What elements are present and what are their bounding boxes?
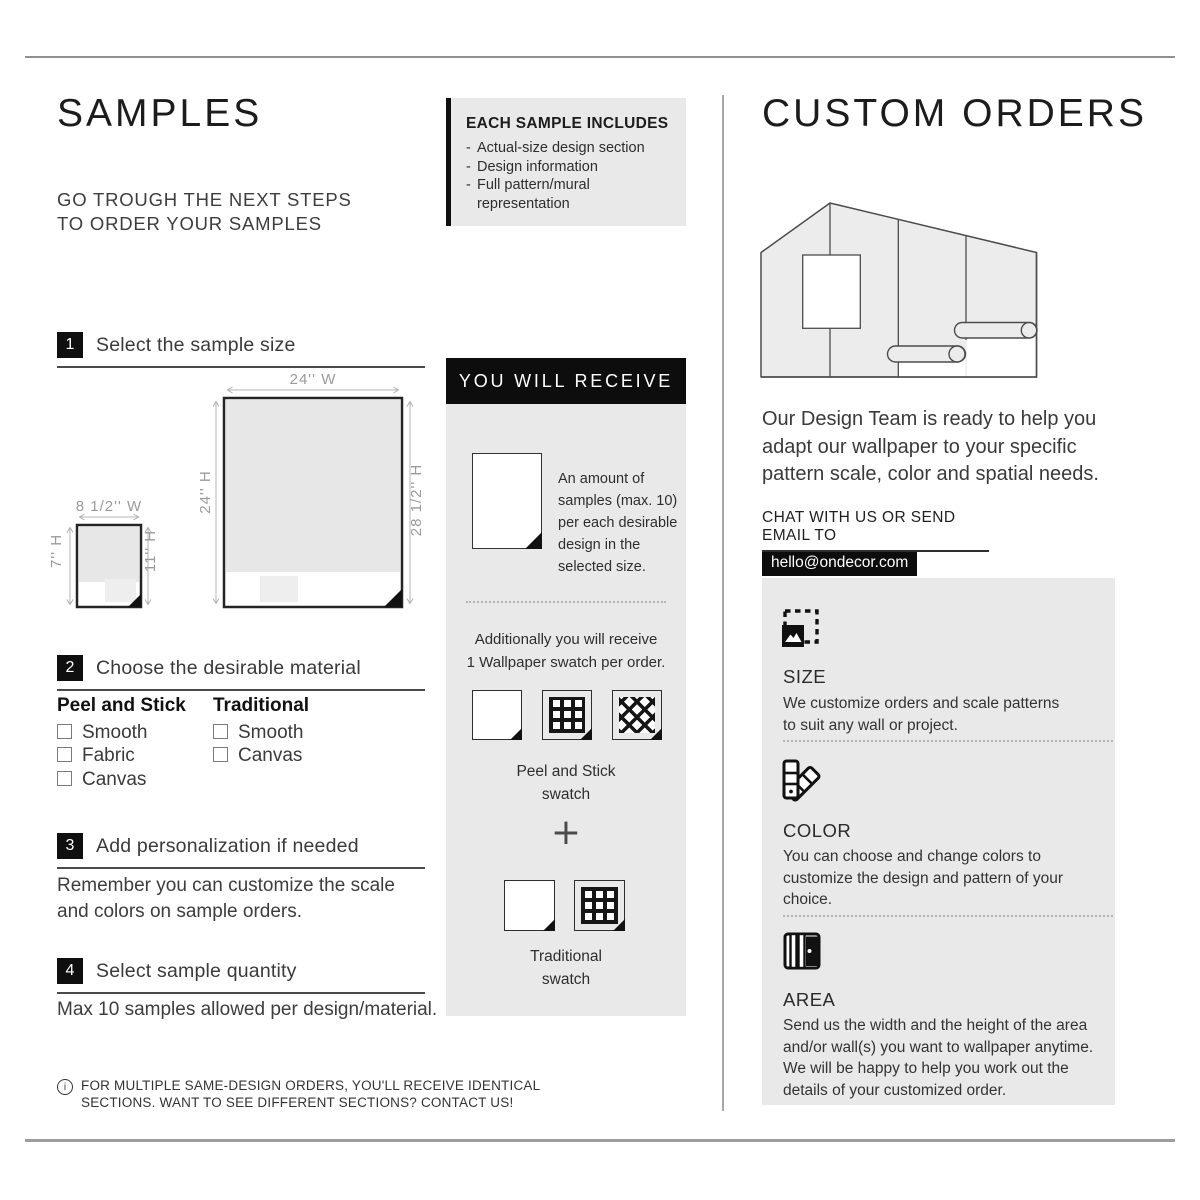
design-team-intro: [762, 406, 1099, 489]
swatch-grid-pattern: [542, 690, 592, 740]
samples-amount-line: An amount of: [558, 471, 645, 487]
custom-features-panel: [762, 578, 1115, 1105]
footnote: [57, 1078, 540, 1111]
swatch-crosshatch-pattern: [612, 690, 662, 740]
samples-intro-line2: TO ORDER YOUR SAMPLES: [57, 212, 322, 234]
receive-banner: YOU WILL RECEIVE: [446, 358, 686, 404]
large-width-label: 24'' W: [289, 371, 337, 388]
sample-size-diagram: [40, 365, 440, 620]
wallpaper-roll-end: [949, 346, 965, 362]
feature-area-line: We will be happy to help you work out the: [783, 1060, 1069, 1077]
checkbox-trad-smooth[interactable]: [213, 724, 228, 739]
includes-item: - Design information: [466, 158, 677, 177]
receive-panel: [446, 404, 686, 1016]
step-1-header: [57, 332, 425, 368]
color-swatches-icon: [781, 758, 827, 804]
step-4-header: [57, 958, 425, 994]
includes-box: [451, 98, 686, 226]
design-team-intro-line2: adapt our wallpaper to your specific: [762, 435, 1077, 458]
feature-area-title: AREA: [783, 989, 836, 1010]
material-traditional-column: [213, 694, 309, 768]
additional-line2: 1 Wallpaper swatch per order.: [466, 654, 666, 671]
samples-amount-line: design in the: [558, 537, 641, 553]
large-left-height-label: 24'' H: [197, 470, 214, 514]
large-right-height-label: 28 1/2'' H: [408, 463, 425, 537]
swatch-plain: [472, 690, 522, 740]
traditional-title: Traditional: [213, 695, 310, 716]
feature-area-body: [783, 1015, 1093, 1101]
includes-item: - Actual-size design section: [466, 139, 677, 158]
swatch-plain: [504, 880, 555, 931]
traditional-caption-line2: swatch: [541, 971, 591, 988]
step-4-number: 4: [57, 958, 83, 984]
step-2-label: Choose the desirable material: [96, 656, 361, 679]
peel-swatch-caption: [446, 760, 686, 806]
footnote-line2: SECTIONS. WANT TO SEE DIFFERENT SECTIONS? CONTACT US!: [81, 1094, 514, 1110]
feature-color-body: [783, 846, 1063, 911]
option-trad-smooth-label: Smooth: [238, 721, 304, 743]
option-peel-canvas: [57, 768, 186, 792]
includes-item: - Full pattern/mural representation: [466, 176, 677, 213]
option-peel-fabric-label: Fabric: [82, 745, 135, 766]
samples-amount-text: [558, 468, 677, 578]
swatch-grid-pattern: [574, 880, 625, 931]
small-sample-inner-swatch: [105, 579, 136, 602]
peel-and-stick-title: Peel and Stick: [57, 695, 186, 716]
samples-amount-line: selected size.: [558, 559, 646, 575]
option-peel-fabric: [57, 744, 186, 768]
option-trad-canvas-label: Canvas: [238, 745, 303, 766]
email-link[interactable]: hello@ondecor.com: [762, 552, 917, 576]
column-divider: [722, 95, 724, 1111]
step-1-label: Select the sample size: [96, 333, 296, 356]
plus-sign: +: [550, 812, 582, 853]
additional-line1: Additionally you will receive: [474, 631, 658, 648]
step-2-number: 2: [57, 655, 83, 681]
option-peel-smooth: [57, 721, 186, 745]
additional-text: [446, 628, 686, 674]
samples-intro-line1: GO TROUGH THE NEXT STEPS: [57, 189, 352, 210]
step-3-note-line2: and colors on sample orders.: [57, 901, 303, 922]
feature-color-title: COLOR: [783, 820, 852, 841]
step-3-number: 3: [57, 833, 83, 859]
small-right-height-label: 11'' H: [142, 529, 159, 573]
wall-illustration: [750, 193, 1046, 385]
large-sample-pattern-area: [226, 400, 400, 572]
small-sample-pattern-area: [79, 527, 139, 582]
samples-title: SAMPLES: [57, 92, 263, 135]
samples-amount-line: samples (max. 10): [558, 493, 678, 509]
footnote-line1: FOR MULTIPLE SAME-DESIGN ORDERS, YOU'LL RECEIVE IDENTICAL: [81, 1078, 541, 1093]
bottom-divider: [25, 1139, 1175, 1142]
design-team-intro-line3: pattern scale, color and spatial needs.: [762, 463, 1099, 485]
design-team-intro-line1: Our Design Team is ready to help you: [762, 408, 1097, 430]
custom-orders-title: CUSTOM ORDERS: [762, 92, 1147, 135]
feature-size-body: [783, 693, 1059, 736]
chat-label: CHAT WITH US OR SEND EMAIL TO: [762, 509, 989, 552]
peel-caption-line2: swatch: [541, 786, 591, 803]
wall-window: [803, 255, 861, 328]
feature-area-line: Send us the width and the height of the area: [783, 1017, 1088, 1034]
crop-image-icon: [782, 608, 822, 650]
feature-size-line: We customize orders and scale patterns: [783, 695, 1060, 712]
feature-area-line: details of your customized order.: [783, 1081, 1007, 1099]
info-icon: i: [57, 1079, 73, 1095]
includes-title: EACH SAMPLE INCLUDES: [466, 115, 669, 132]
option-peel-smooth-label: Smooth: [82, 721, 148, 743]
step-1-number: 1: [57, 332, 83, 358]
feature-size-title: SIZE: [783, 666, 827, 687]
dotted-divider: [466, 601, 666, 603]
wall-panels-icon: [783, 932, 823, 972]
checkbox-peel-canvas[interactable]: [57, 771, 72, 786]
step-3-header: [57, 833, 425, 869]
step-4-label: Select sample quantity: [96, 959, 297, 982]
checkbox-peel-fabric[interactable]: [57, 747, 72, 762]
checkbox-peel-smooth[interactable]: [57, 724, 72, 739]
step-3-label: Add personalization if needed: [96, 834, 359, 857]
small-left-height-label: 7'' H: [48, 533, 65, 569]
step-4-note: Max 10 samples allowed per design/material.: [57, 999, 438, 1020]
feature-size-line: to suit any wall or project.: [783, 716, 958, 734]
wallpaper-roll-end: [1021, 323, 1036, 338]
footnote-text: [81, 1078, 540, 1111]
step-2-header: [57, 655, 425, 691]
step-3-note-line1: Remember you can customize the scale: [57, 875, 395, 896]
samples-intro: [57, 188, 352, 235]
samples-amount-line: per each desirable: [558, 515, 678, 531]
large-sample-inner-swatch: [260, 576, 298, 602]
peel-caption-line1: Peel and Stick: [516, 763, 616, 780]
chat-block: [762, 509, 989, 576]
dotted-divider: [783, 915, 1113, 917]
checkbox-trad-canvas[interactable]: [213, 747, 228, 762]
step-3-note: [57, 873, 395, 925]
feature-color-line: You can choose and change colors to: [783, 848, 1041, 865]
material-peel-and-stick-column: [57, 694, 186, 791]
feature-color-line: customize the design and pattern of your: [783, 869, 1064, 887]
top-divider: [25, 56, 1175, 58]
includes-list: [466, 139, 677, 214]
feature-color-line: choice.: [783, 891, 833, 908]
option-trad-canvas: [213, 744, 309, 768]
sample-sheet: [472, 453, 542, 549]
feature-area-line: and/or wall(s) you want to wallpaper anytime.: [783, 1038, 1094, 1056]
option-trad-smooth: [213, 721, 309, 745]
dotted-divider: [783, 740, 1113, 742]
small-width-label: 8 1/2'' W: [75, 498, 143, 515]
traditional-caption-line1: Traditional: [530, 948, 602, 965]
traditional-swatch-caption: [446, 945, 686, 991]
option-peel-canvas-label: Canvas: [82, 768, 147, 790]
